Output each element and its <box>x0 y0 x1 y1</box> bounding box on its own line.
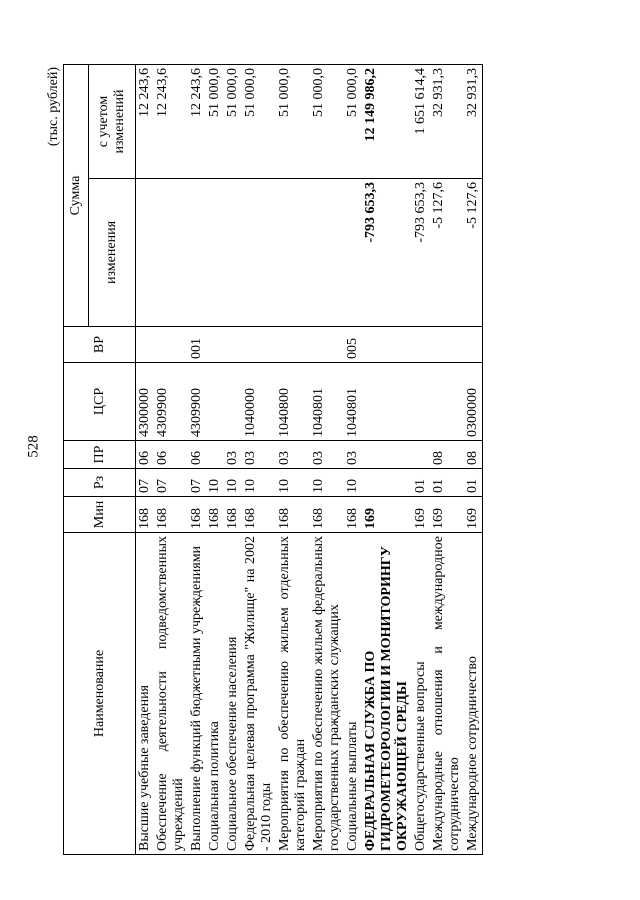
page-number: 528 <box>25 435 42 458</box>
header-min: Мин <box>64 497 136 533</box>
table-row <box>154 65 188 855</box>
row-csr: 1040801 <box>344 363 362 441</box>
row-name: ФЕДЕРАЛЬНАЯ СЛУЖБА ПО ГИДРОМЕТЕОРОЛОГИИ И МОНИТОРИНГУ ОКРУЖАЮЩЕЙ СРЕДЫ <box>362 533 412 855</box>
row-changes <box>206 179 224 327</box>
row-min: 168 <box>188 497 206 533</box>
row-vr <box>242 327 276 363</box>
header-sum: Сумма <box>64 65 89 327</box>
row-csr <box>224 363 242 441</box>
row-csr <box>412 363 430 441</box>
row-min: 168 <box>310 497 344 533</box>
table-row <box>136 65 155 855</box>
row-name: Международные отношения и международное сотрудничество <box>430 533 464 855</box>
row-pr: 03 <box>242 441 276 469</box>
row-vr <box>412 327 430 363</box>
row-rz: 07 <box>188 469 206 497</box>
table-row <box>412 65 430 855</box>
row-pr <box>362 441 412 469</box>
row-vr: 001 <box>188 327 206 363</box>
row-name: Федеральная целевая программа "Жилище" на 2002 - 2010 годы <box>242 533 276 855</box>
row-min: 169 <box>430 497 464 533</box>
row-name: Мероприятия по обеспечению жильем отдельных категорий граждан <box>276 533 310 855</box>
table-row <box>242 65 276 855</box>
row-vr <box>310 327 344 363</box>
row-changes <box>310 179 344 327</box>
row-total: 12 243,6 <box>154 65 188 179</box>
row-name: Обеспечение деятельности подведомственных учреждений <box>154 533 188 855</box>
row-total: 51 000,0 <box>344 65 362 179</box>
row-min: 169 <box>362 497 412 533</box>
row-changes <box>188 179 206 327</box>
row-name: Международное сотрудничество <box>464 533 483 855</box>
row-rz: 07 <box>136 469 155 497</box>
row-total: 51 000,0 <box>276 65 310 179</box>
row-changes <box>224 179 242 327</box>
row-name: Выполнение функций бюджетными учреждениями <box>188 533 206 855</box>
row-pr: 06 <box>188 441 206 469</box>
row-total: 51 000,0 <box>224 65 242 179</box>
header-changes: изменения <box>89 179 136 327</box>
row-name: Социальные выплаты <box>344 533 362 855</box>
row-min: 168 <box>154 497 188 533</box>
row-total: 32 931,3 <box>464 65 483 179</box>
row-changes <box>154 179 188 327</box>
row-min: 168 <box>206 497 224 533</box>
header-with-changes: с учетом изменений <box>89 65 136 179</box>
row-min: 168 <box>276 497 310 533</box>
row-changes <box>344 179 362 327</box>
row-total: 1 651 614,4 <box>412 65 430 179</box>
table-header <box>64 65 136 855</box>
row-pr <box>412 441 430 469</box>
row-vr <box>154 327 188 363</box>
row-csr: 1040801 <box>310 363 344 441</box>
row-changes: -793 653,3 <box>412 179 430 327</box>
row-changes <box>242 179 276 327</box>
row-csr <box>206 363 224 441</box>
row-pr: 03 <box>344 441 362 469</box>
row-min: 169 <box>412 497 430 533</box>
row-name: Социальная политика <box>206 533 224 855</box>
row-total: 51 000,0 <box>310 65 344 179</box>
budget-table <box>63 64 483 855</box>
row-changes: -5 127,6 <box>464 179 483 327</box>
row-name: Социальное обеспечение населения <box>224 533 242 855</box>
row-vr <box>362 327 412 363</box>
header-vr: ВР <box>64 327 136 363</box>
row-rz: 07 <box>154 469 188 497</box>
row-rz: 10 <box>310 469 344 497</box>
row-csr: 1040800 <box>276 363 310 441</box>
row-total: 32 931,3 <box>430 65 464 179</box>
table-row <box>206 65 224 855</box>
rotated-table-container <box>45 65 635 855</box>
row-csr: 4300000 <box>136 363 155 441</box>
units-label: (тыс. рублей) <box>46 67 61 147</box>
table-row <box>430 65 464 855</box>
row-name: Общегосударственные вопросы <box>412 533 430 855</box>
row-rz: 10 <box>344 469 362 497</box>
row-total: 51 000,0 <box>242 65 276 179</box>
row-total: 51 000,0 <box>206 65 224 179</box>
row-pr: 06 <box>136 441 155 469</box>
row-pr: 03 <box>310 441 344 469</box>
table-row <box>224 65 242 855</box>
row-csr: 4309900 <box>188 363 206 441</box>
row-vr <box>206 327 224 363</box>
row-rz: 10 <box>242 469 276 497</box>
row-csr: 0300000 <box>464 363 483 441</box>
row-vr <box>224 327 242 363</box>
table-row <box>464 65 483 855</box>
row-name: Высшие учебные заведения <box>136 533 155 855</box>
header-name: Наименование <box>64 533 136 855</box>
row-vr <box>136 327 155 363</box>
row-changes: -5 127,6 <box>430 179 464 327</box>
row-csr <box>430 363 464 441</box>
row-total: 12 243,6 <box>136 65 155 179</box>
row-rz: 01 <box>464 469 483 497</box>
row-pr: 03 <box>276 441 310 469</box>
row-vr <box>464 327 483 363</box>
row-rz <box>362 469 412 497</box>
row-rz: 01 <box>430 469 464 497</box>
row-name: Мероприятия по обеспечению жильем федеральных государственных гражданских служащих <box>310 533 344 855</box>
row-csr: 1040000 <box>242 363 276 441</box>
header-pr: ПР <box>64 441 136 469</box>
row-changes <box>136 179 155 327</box>
header-csr: ЦСР <box>64 363 136 441</box>
row-total: 12 149 986,2 <box>362 65 412 179</box>
row-vr <box>276 327 310 363</box>
table-row <box>344 65 362 855</box>
table-body <box>136 65 483 855</box>
header-rz: Рз <box>64 469 136 497</box>
row-changes <box>276 179 310 327</box>
row-rz: 01 <box>412 469 430 497</box>
row-vr: 005 <box>344 327 362 363</box>
row-csr <box>362 363 412 441</box>
row-pr: 06 <box>154 441 188 469</box>
row-rz: 10 <box>206 469 224 497</box>
row-min: 168 <box>136 497 155 533</box>
table-row <box>188 65 206 855</box>
row-pr: 08 <box>464 441 483 469</box>
row-pr: 03 <box>224 441 242 469</box>
row-pr <box>206 441 224 469</box>
row-total: 12 243,6 <box>188 65 206 179</box>
row-csr: 4309900 <box>154 363 188 441</box>
row-min: 168 <box>344 497 362 533</box>
row-changes: -793 653,3 <box>362 179 412 327</box>
table-row <box>310 65 344 855</box>
row-min: 168 <box>224 497 242 533</box>
row-rz: 10 <box>276 469 310 497</box>
row-pr: 08 <box>430 441 464 469</box>
table-row <box>362 65 412 855</box>
row-vr <box>430 327 464 363</box>
row-rz: 10 <box>224 469 242 497</box>
row-min: 168 <box>242 497 276 533</box>
table-row <box>276 65 310 855</box>
row-min: 169 <box>464 497 483 533</box>
